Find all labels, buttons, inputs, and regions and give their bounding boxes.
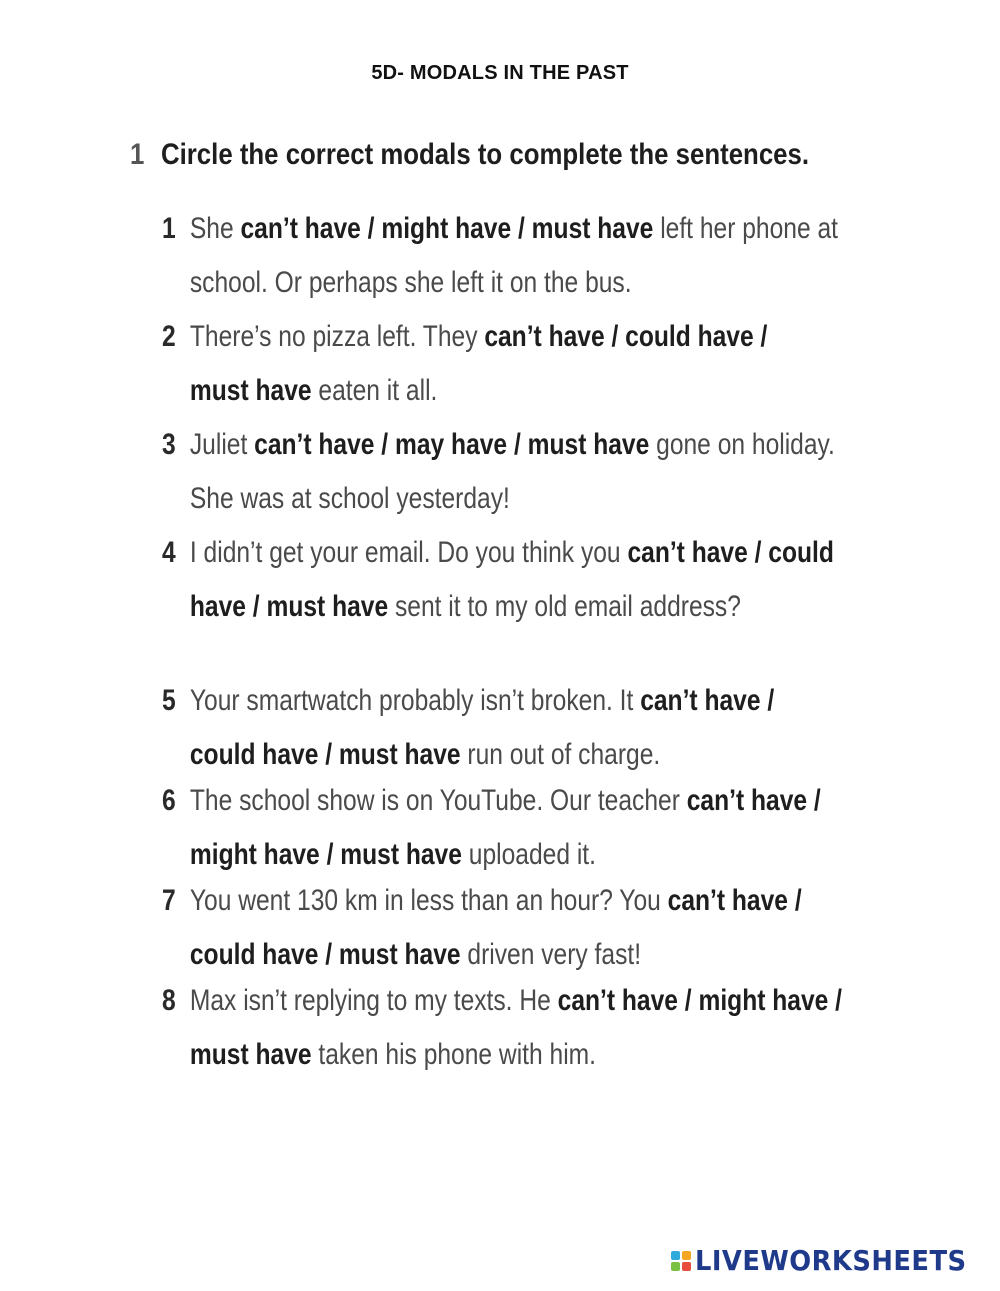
modal-options[interactable]: can’t have / xyxy=(640,684,775,717)
item-number: 1 xyxy=(162,212,176,245)
item-number: 3 xyxy=(162,428,176,461)
sentence-text: Your smartwatch probably isn’t broken. It xyxy=(189,684,641,717)
exercise-number: 1 xyxy=(130,138,145,171)
modal-options[interactable]: must have xyxy=(189,1038,312,1071)
exercise-heading xyxy=(130,138,818,172)
sentence-text: taken his phone with him. xyxy=(311,1038,596,1071)
item-number: 8 xyxy=(162,984,176,1017)
sentence-item-8 xyxy=(162,974,842,1082)
sentence-text: gone on holiday. xyxy=(649,428,835,461)
sentence-text: uploaded it. xyxy=(461,838,596,871)
sentence-item-5 xyxy=(162,674,785,782)
item-number: 2 xyxy=(162,320,176,353)
modal-options[interactable]: could have / must have xyxy=(189,938,461,971)
modal-options[interactable]: can’t have / xyxy=(686,784,821,817)
modal-options[interactable]: can’t have / might have / xyxy=(557,984,842,1017)
brand-name: LIVEWORKSHEETS xyxy=(694,1244,967,1277)
sentence-text: driven very fast! xyxy=(460,938,642,971)
sentence-text: run out of charge. xyxy=(460,738,661,771)
liveworksheets-logo-icon xyxy=(671,1251,691,1271)
item-number: 4 xyxy=(162,536,176,569)
item-number: 6 xyxy=(162,784,176,817)
sentence-text: sent it to my old email address? xyxy=(388,590,741,623)
modal-options[interactable]: can’t have / may have / must have xyxy=(254,428,650,461)
page-title: 5D- MODALS IN THE PAST xyxy=(371,62,629,84)
sentence-item-7 xyxy=(162,874,802,982)
sentence-item-2 xyxy=(162,310,785,418)
sentence-item-6 xyxy=(162,774,821,882)
sentence-text: Max isn’t replying to my texts. He xyxy=(189,984,558,1017)
sentence-text: There’s no pizza left. They xyxy=(189,320,485,353)
sentence-text: school. Or perhaps she left it on the bus. xyxy=(189,266,632,299)
modal-options[interactable]: might have / must have xyxy=(189,838,462,871)
exercise-instruction: Circle the correct modals to complete the sentences. xyxy=(160,138,810,171)
sentence-text: She xyxy=(189,212,241,245)
modal-options[interactable]: can’t have / might have / must have xyxy=(240,212,654,245)
modal-options[interactable]: can’t have / could have / xyxy=(484,320,768,353)
sentence-text: Juliet xyxy=(189,428,255,461)
sentence-text: You went 130 km in less than an hour? You xyxy=(189,884,668,917)
modal-options[interactable]: can’t have / could xyxy=(627,536,834,569)
modal-options[interactable]: could have / must have xyxy=(189,738,461,771)
exercise-1 xyxy=(130,138,930,1071)
item-number: 7 xyxy=(162,884,176,917)
modal-options[interactable]: can’t have / xyxy=(667,884,802,917)
modal-options[interactable]: have / must have xyxy=(189,590,389,623)
sentence-text: left her phone at xyxy=(653,212,839,245)
sentence-text: She was at school yesterday! xyxy=(189,482,510,515)
sentence-item-4 xyxy=(162,526,834,634)
sentence-text: eaten it all. xyxy=(311,374,438,407)
modal-options[interactable]: must have xyxy=(189,374,312,407)
sentence-text: The school show is on YouTube. Our teacher xyxy=(189,784,687,817)
liveworksheets-brand[interactable] xyxy=(671,1244,990,1277)
sentence-item-3 xyxy=(162,418,835,526)
sentence-text: I didn’t get your email. Do you think you xyxy=(189,536,628,569)
item-number: 5 xyxy=(162,684,176,717)
sentence-item-1 xyxy=(162,202,839,310)
